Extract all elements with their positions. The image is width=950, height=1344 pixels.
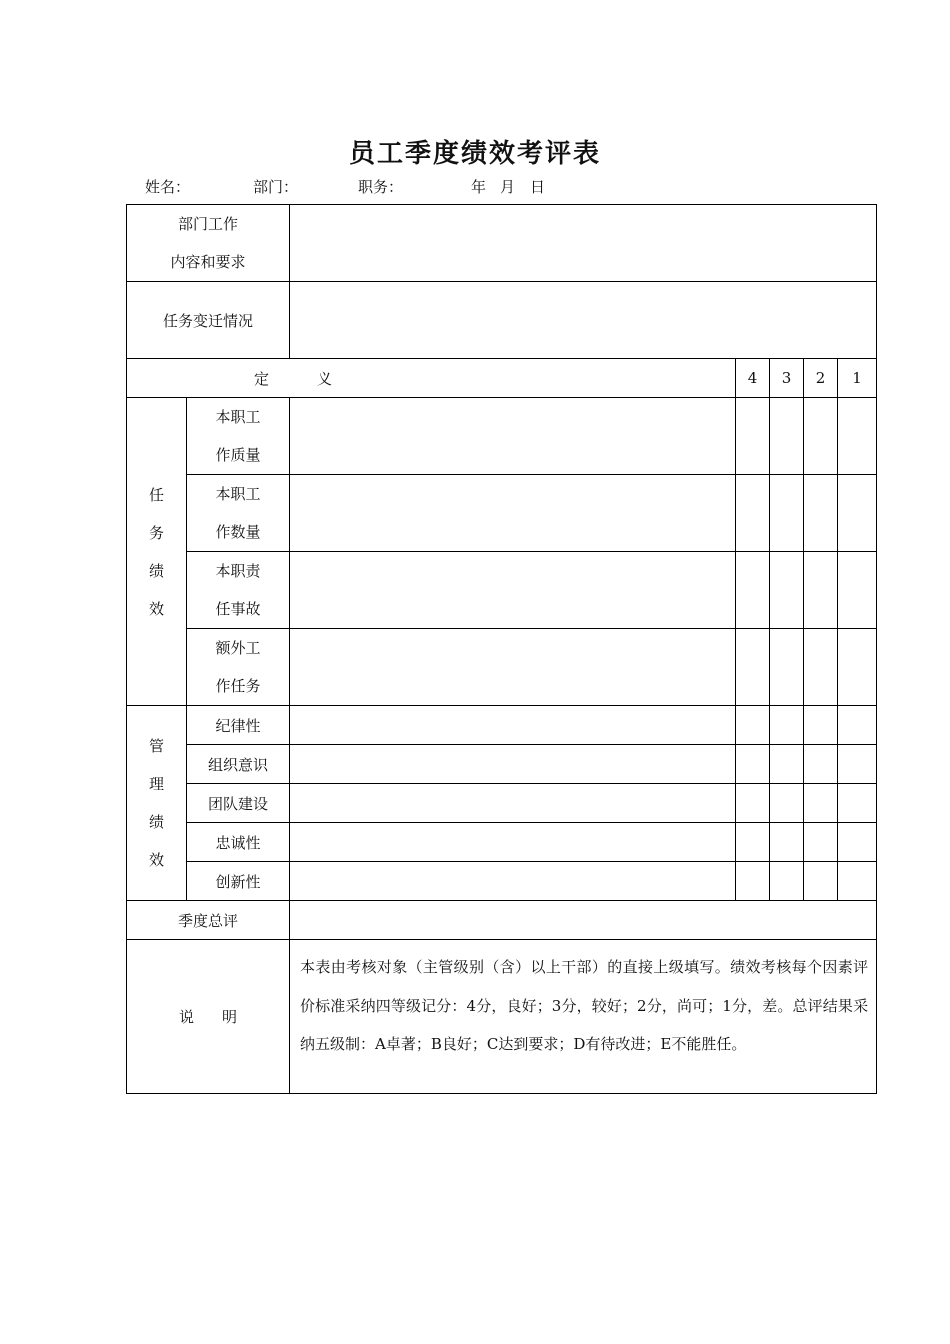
- management-performance-group-label: [127, 706, 187, 901]
- criterion-label: 纪律性: [187, 706, 290, 745]
- criterion-label-line1: 额外工: [215, 639, 261, 657]
- position-label: 职务：: [358, 178, 404, 196]
- criterion-label: 创新性: [187, 862, 290, 901]
- task-change-label: 任务变迁情况: [127, 282, 290, 359]
- score-cell-2[interactable]: [804, 706, 838, 745]
- month-label: 月: [500, 178, 516, 196]
- group-char: 绩: [148, 813, 164, 831]
- year-label: 年: [471, 178, 487, 196]
- criterion-label: [187, 398, 290, 475]
- table-row: [127, 629, 877, 706]
- definition-cell[interactable]: [290, 475, 736, 552]
- score-cell-3[interactable]: [770, 398, 804, 475]
- score-cell-2[interactable]: [804, 552, 838, 629]
- task-change-row: [127, 282, 877, 359]
- criterion-label: [187, 629, 290, 706]
- notes-label-char-1: 说: [178, 1008, 194, 1026]
- score-header-4: 4: [736, 359, 770, 398]
- score-cell-3[interactable]: [770, 706, 804, 745]
- table-row: [127, 552, 877, 629]
- score-header-3: 3: [770, 359, 804, 398]
- summary-row: [127, 901, 877, 940]
- group-char: 绩: [148, 561, 164, 580]
- score-cell-4[interactable]: [736, 823, 770, 862]
- form-title: 员工季度绩效考评表: [348, 139, 601, 169]
- score-cell-3[interactable]: [770, 552, 804, 629]
- score-cell-4[interactable]: [736, 862, 770, 901]
- criterion-label: 忠诚性: [187, 823, 290, 862]
- score-cell-3[interactable]: [770, 862, 804, 901]
- table-row: [127, 745, 877, 784]
- dept-work-label-line2: 内容和要求: [170, 253, 246, 271]
- score-cell-1[interactable]: [838, 552, 877, 629]
- criterion-label-line2: 任事故: [215, 600, 261, 618]
- summary-field[interactable]: [290, 901, 877, 940]
- department-label: 部门：: [253, 178, 299, 196]
- score-header-2: 2: [804, 359, 838, 398]
- summary-label: 季度总评: [127, 901, 290, 940]
- score-cell-1[interactable]: [838, 475, 877, 552]
- criterion-label-line2: 作质量: [215, 446, 261, 464]
- score-cell-4[interactable]: [736, 706, 770, 745]
- dept-work-label-line1: 部门工作: [178, 215, 239, 233]
- criterion-label-line2: 作任务: [215, 677, 261, 695]
- dept-work-row: [127, 205, 877, 282]
- notes-row: [127, 940, 877, 1094]
- definition-cell[interactable]: [290, 823, 736, 862]
- score-cell-4[interactable]: [736, 745, 770, 784]
- score-cell-1[interactable]: [838, 862, 877, 901]
- score-cell-4[interactable]: [736, 475, 770, 552]
- group-char: 务: [148, 523, 164, 542]
- score-cell-3[interactable]: [770, 629, 804, 706]
- day-label: 日: [530, 178, 546, 196]
- criterion-label-line2: 作数量: [215, 523, 261, 541]
- table-row: [127, 706, 877, 745]
- definition-header: [127, 359, 736, 398]
- group-char: 效: [148, 851, 164, 869]
- score-cell-4[interactable]: [736, 784, 770, 823]
- task-performance-group-label: [127, 398, 187, 706]
- table-row: [127, 862, 877, 901]
- score-cell-1[interactable]: [838, 706, 877, 745]
- score-cell-1[interactable]: [838, 398, 877, 475]
- score-cell-3[interactable]: [770, 475, 804, 552]
- definition-cell[interactable]: [290, 745, 736, 784]
- definition-header-row: [127, 359, 877, 398]
- definition-char-2: 义: [317, 369, 333, 388]
- score-cell-2[interactable]: [804, 629, 838, 706]
- task-change-field[interactable]: [290, 282, 877, 359]
- score-cell-2[interactable]: [804, 398, 838, 475]
- score-cell-1[interactable]: [838, 823, 877, 862]
- definition-cell[interactable]: [290, 398, 736, 475]
- definition-cell[interactable]: [290, 862, 736, 901]
- notes-label: [127, 940, 290, 1094]
- score-cell-2[interactable]: [804, 745, 838, 784]
- score-cell-2[interactable]: [804, 475, 838, 552]
- notes-label-char-2: 明: [222, 1008, 238, 1026]
- group-char: 理: [148, 775, 164, 793]
- criterion-label: 组织意识: [187, 745, 290, 784]
- criterion-label-line1: 本职工: [215, 408, 261, 426]
- definition-cell[interactable]: [290, 784, 736, 823]
- group-char: 管: [148, 737, 164, 755]
- score-cell-3[interactable]: [770, 745, 804, 784]
- score-cell-3[interactable]: [770, 823, 804, 862]
- criterion-label-line1: 本职责: [215, 562, 261, 580]
- score-cell-4[interactable]: [736, 552, 770, 629]
- table-row: [127, 823, 877, 862]
- score-header-1: 1: [838, 359, 877, 398]
- definition-char-1: 定: [254, 369, 270, 388]
- criterion-label: 团队建设: [187, 784, 290, 823]
- score-cell-3[interactable]: [770, 784, 804, 823]
- group-char: 效: [148, 599, 164, 618]
- table-row: [127, 475, 877, 552]
- definition-cell[interactable]: [290, 552, 736, 629]
- score-cell-2[interactable]: [804, 862, 838, 901]
- score-cell-1[interactable]: [838, 745, 877, 784]
- group-char: 任: [148, 485, 164, 504]
- score-cell-2[interactable]: [804, 784, 838, 823]
- score-cell-1[interactable]: [838, 629, 877, 706]
- score-cell-1[interactable]: [838, 784, 877, 823]
- definition-cell[interactable]: [290, 706, 736, 745]
- dept-work-label: [127, 205, 290, 282]
- definition-cell[interactable]: [290, 629, 736, 706]
- criterion-label: [187, 552, 290, 629]
- score-cell-2[interactable]: [804, 823, 838, 862]
- score-cell-4[interactable]: [736, 398, 770, 475]
- dept-work-field[interactable]: [290, 205, 877, 282]
- table-row: [127, 784, 877, 823]
- criterion-label: [187, 475, 290, 552]
- table-row: [127, 398, 877, 475]
- notes-text: 本表由考核对象（主管级别（含）以上干部）的直接上级填写。绩效考核每个因素评价标准采纳四等级记分：4分，良好；3分，较好；2分，尚可；1分，差。总评结果采纳五级制：A卓著；B良好；C达到要求；D有待改进；E不能胜任。: [290, 940, 877, 1094]
- score-cell-4[interactable]: [736, 629, 770, 706]
- criterion-label-line1: 本职工: [215, 485, 261, 503]
- name-label: 姓名：: [145, 178, 191, 196]
- appraisal-table: [126, 204, 877, 1094]
